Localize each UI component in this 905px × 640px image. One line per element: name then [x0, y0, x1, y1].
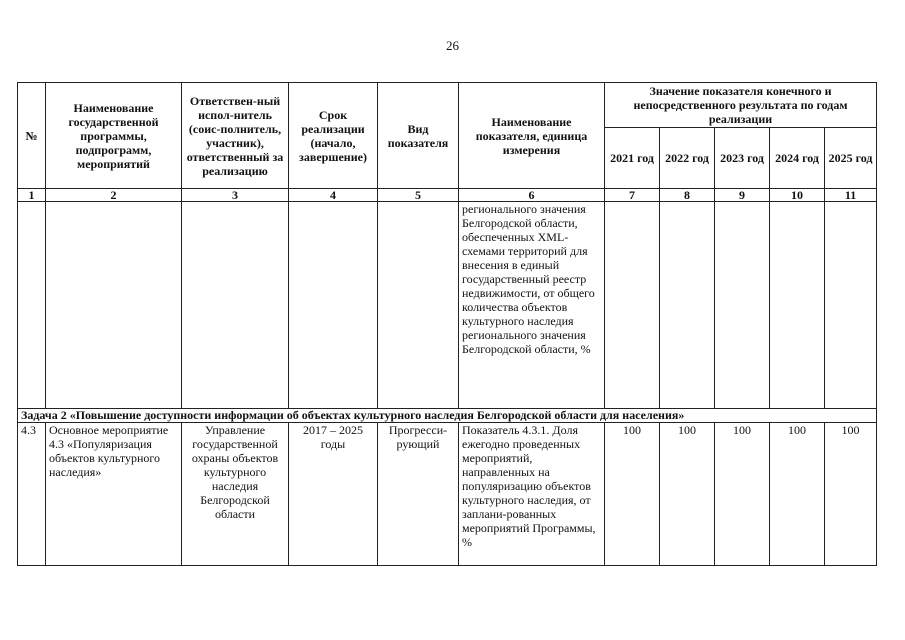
indicator-text-continuation: регионального значения Белгородской области, обеспеченных XML-схемами территорий для внесения в единый государственный реестр недвижимости, от общего количества объектов культурного наследия регионального значения Белгородской области, %: [459, 202, 605, 409]
header-indicator-name: Наименование показателя, единица измерения: [459, 83, 605, 189]
row-period: 2017 – 2025 годы: [289, 423, 378, 566]
row-executor: Управление государственной охраны объектов культурного наследия Белгородской области: [182, 423, 289, 566]
column-number: 11: [825, 189, 877, 202]
row-value: 100: [660, 423, 715, 566]
row-value: 100: [715, 423, 770, 566]
header-program-name: Наименование государственной программы, подпрограмм, мероприятий: [46, 83, 182, 189]
page-number: 26: [446, 38, 459, 53]
row-indicator-kind: Прогресси-рующий: [378, 423, 459, 566]
column-number: 2: [46, 189, 182, 202]
header-values-group: Значение показателя конечного и непосредственного результата по годам реализации: [605, 83, 877, 128]
column-number: 1: [18, 189, 46, 202]
row-number: 4.3: [18, 423, 46, 566]
column-number: 8: [660, 189, 715, 202]
table-row-continuation: [18, 202, 877, 409]
indicators-table: [17, 82, 877, 566]
row-event-name: Основное мероприятие 4.3 «Популяризация объектов культурного наследия»: [46, 423, 182, 566]
header-number: №: [18, 83, 46, 189]
table-row: [18, 423, 877, 566]
header-year: 2023 год: [715, 128, 770, 189]
column-number-row: [18, 189, 877, 202]
column-number: 10: [770, 189, 825, 202]
header-indicator-kind: Вид показателя: [378, 83, 459, 189]
task-row: [18, 409, 877, 423]
header-year: 2021 год: [605, 128, 660, 189]
row-value: 100: [825, 423, 877, 566]
column-number: 9: [715, 189, 770, 202]
header-year: 2025 год: [825, 128, 877, 189]
column-number: 6: [459, 189, 605, 202]
row-indicator-name: Показатель 4.3.1. Доля ежегодно проведенных мероприятий, направленных на популяризацию объектов культурного наследия, от заплани-рованных мероприятий Программы, %: [459, 423, 605, 566]
column-number: 4: [289, 189, 378, 202]
column-number: 7: [605, 189, 660, 202]
header-year: 2024 год: [770, 128, 825, 189]
row-value: 100: [605, 423, 660, 566]
header-executor: Ответствен-ный испол-нитель (соис-полнитель, участник), ответственный за реализацию: [182, 83, 289, 189]
row-value: 100: [770, 423, 825, 566]
task-title: Задача 2 «Повышение доступности информации об объектах культурного наследия Белгородской области для населения»: [18, 409, 877, 423]
column-number: 3: [182, 189, 289, 202]
header-period: Срок реализации (начало, завершение): [289, 83, 378, 189]
column-number: 5: [378, 189, 459, 202]
header-year: 2022 год: [660, 128, 715, 189]
